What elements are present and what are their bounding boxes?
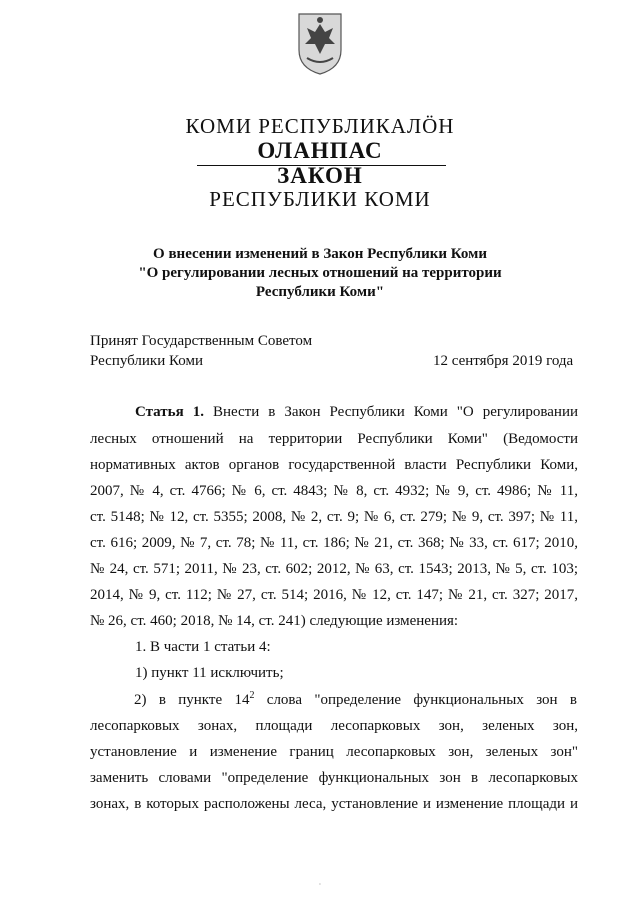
- body-line: 2007, № 4, ст. 4766; № 6, ст. 4843; № 8, ст. 4932; № 9, ст. 4986; № 11,: [90, 483, 578, 499]
- body-line: лесопарковых зонах, площади лесопарковых зон, зеленых зон,: [90, 718, 578, 734]
- body-line: установление и изменение границ лесопарковых зон, зеленых зон": [90, 744, 578, 760]
- item-2-line: 2) в пункте $14^2$ слова "определение функциональных зон в: [134, 690, 577, 708]
- body-line: 2014, № 9, ст. 112; № 27, ст. 514; 2016, № 12, ст. 147; № 21, ст. 327; 2017,: [90, 587, 578, 603]
- superscript: 2: [249, 690, 255, 701]
- item-1-subitem-1: 1) пункт 11 исключить;: [135, 665, 284, 681]
- body-line: нормативных актов органов государственной власти Республики Коми,: [90, 457, 578, 473]
- body-line: № 26, ст. 460; 2018, № 14, ст. 241) следующие изменения:: [90, 613, 459, 629]
- body-line: № 24, ст. 571; 2011, № 23, ст. 602; 2012, № 63, ст. 1543; 2013, № 5, ст. 103;: [90, 561, 578, 577]
- adoption-line-1: Принят Государственным Советом: [90, 333, 313, 349]
- coat-of-arms-emblem: [295, 10, 345, 76]
- adoption-date: 12 сентября 2019 года: [433, 353, 574, 369]
- header-zakon: ЗАКОН: [277, 163, 363, 188]
- page-mark: ·: [318, 880, 322, 889]
- body-line: лесных отношений на территории Республики Коми" (Ведомости: [90, 431, 578, 447]
- body-line: заменить словами "определение функциональных зон в лесопарковых: [90, 770, 578, 786]
- article-1-line: Статья 1. Внести в Закон Республики Коми "О регулировании: [135, 404, 578, 420]
- header-komi-republic: КОМИ РЕСПУБЛИКАЛӦН: [185, 114, 455, 138]
- body-line: ст. 616; 2009, № 7, ст. 78; № 11, ст. 186; № 21, ст. 368; № 33, ст. 617; 2010,: [90, 535, 578, 551]
- law-title-line-3: Республики Коми": [255, 284, 385, 300]
- header-olanpas: ОЛАНПАС: [257, 138, 383, 163]
- header-respubliki: РЕСПУБЛИКИ КОМИ: [209, 187, 431, 211]
- law-title-line-2: "О регулировании лесных отношений на территории: [138, 265, 502, 281]
- article-label: Статья 1.: [135, 404, 204, 420]
- item-1: 1. В части 1 статьи 4:: [135, 639, 271, 655]
- law-title-line-1: О внесении изменений в Закон Республики Коми: [153, 246, 487, 262]
- body-line: ст. 5148; № 12, ст. 5355; 2008, № 2, ст. 9; № 6, ст. 279; № 9, ст. 397; № 11,: [90, 509, 578, 525]
- adoption-line-2: Республики Коми: [90, 353, 203, 369]
- body-line: зонах, в которых расположены леса, установление и изменение площади и: [90, 796, 578, 812]
